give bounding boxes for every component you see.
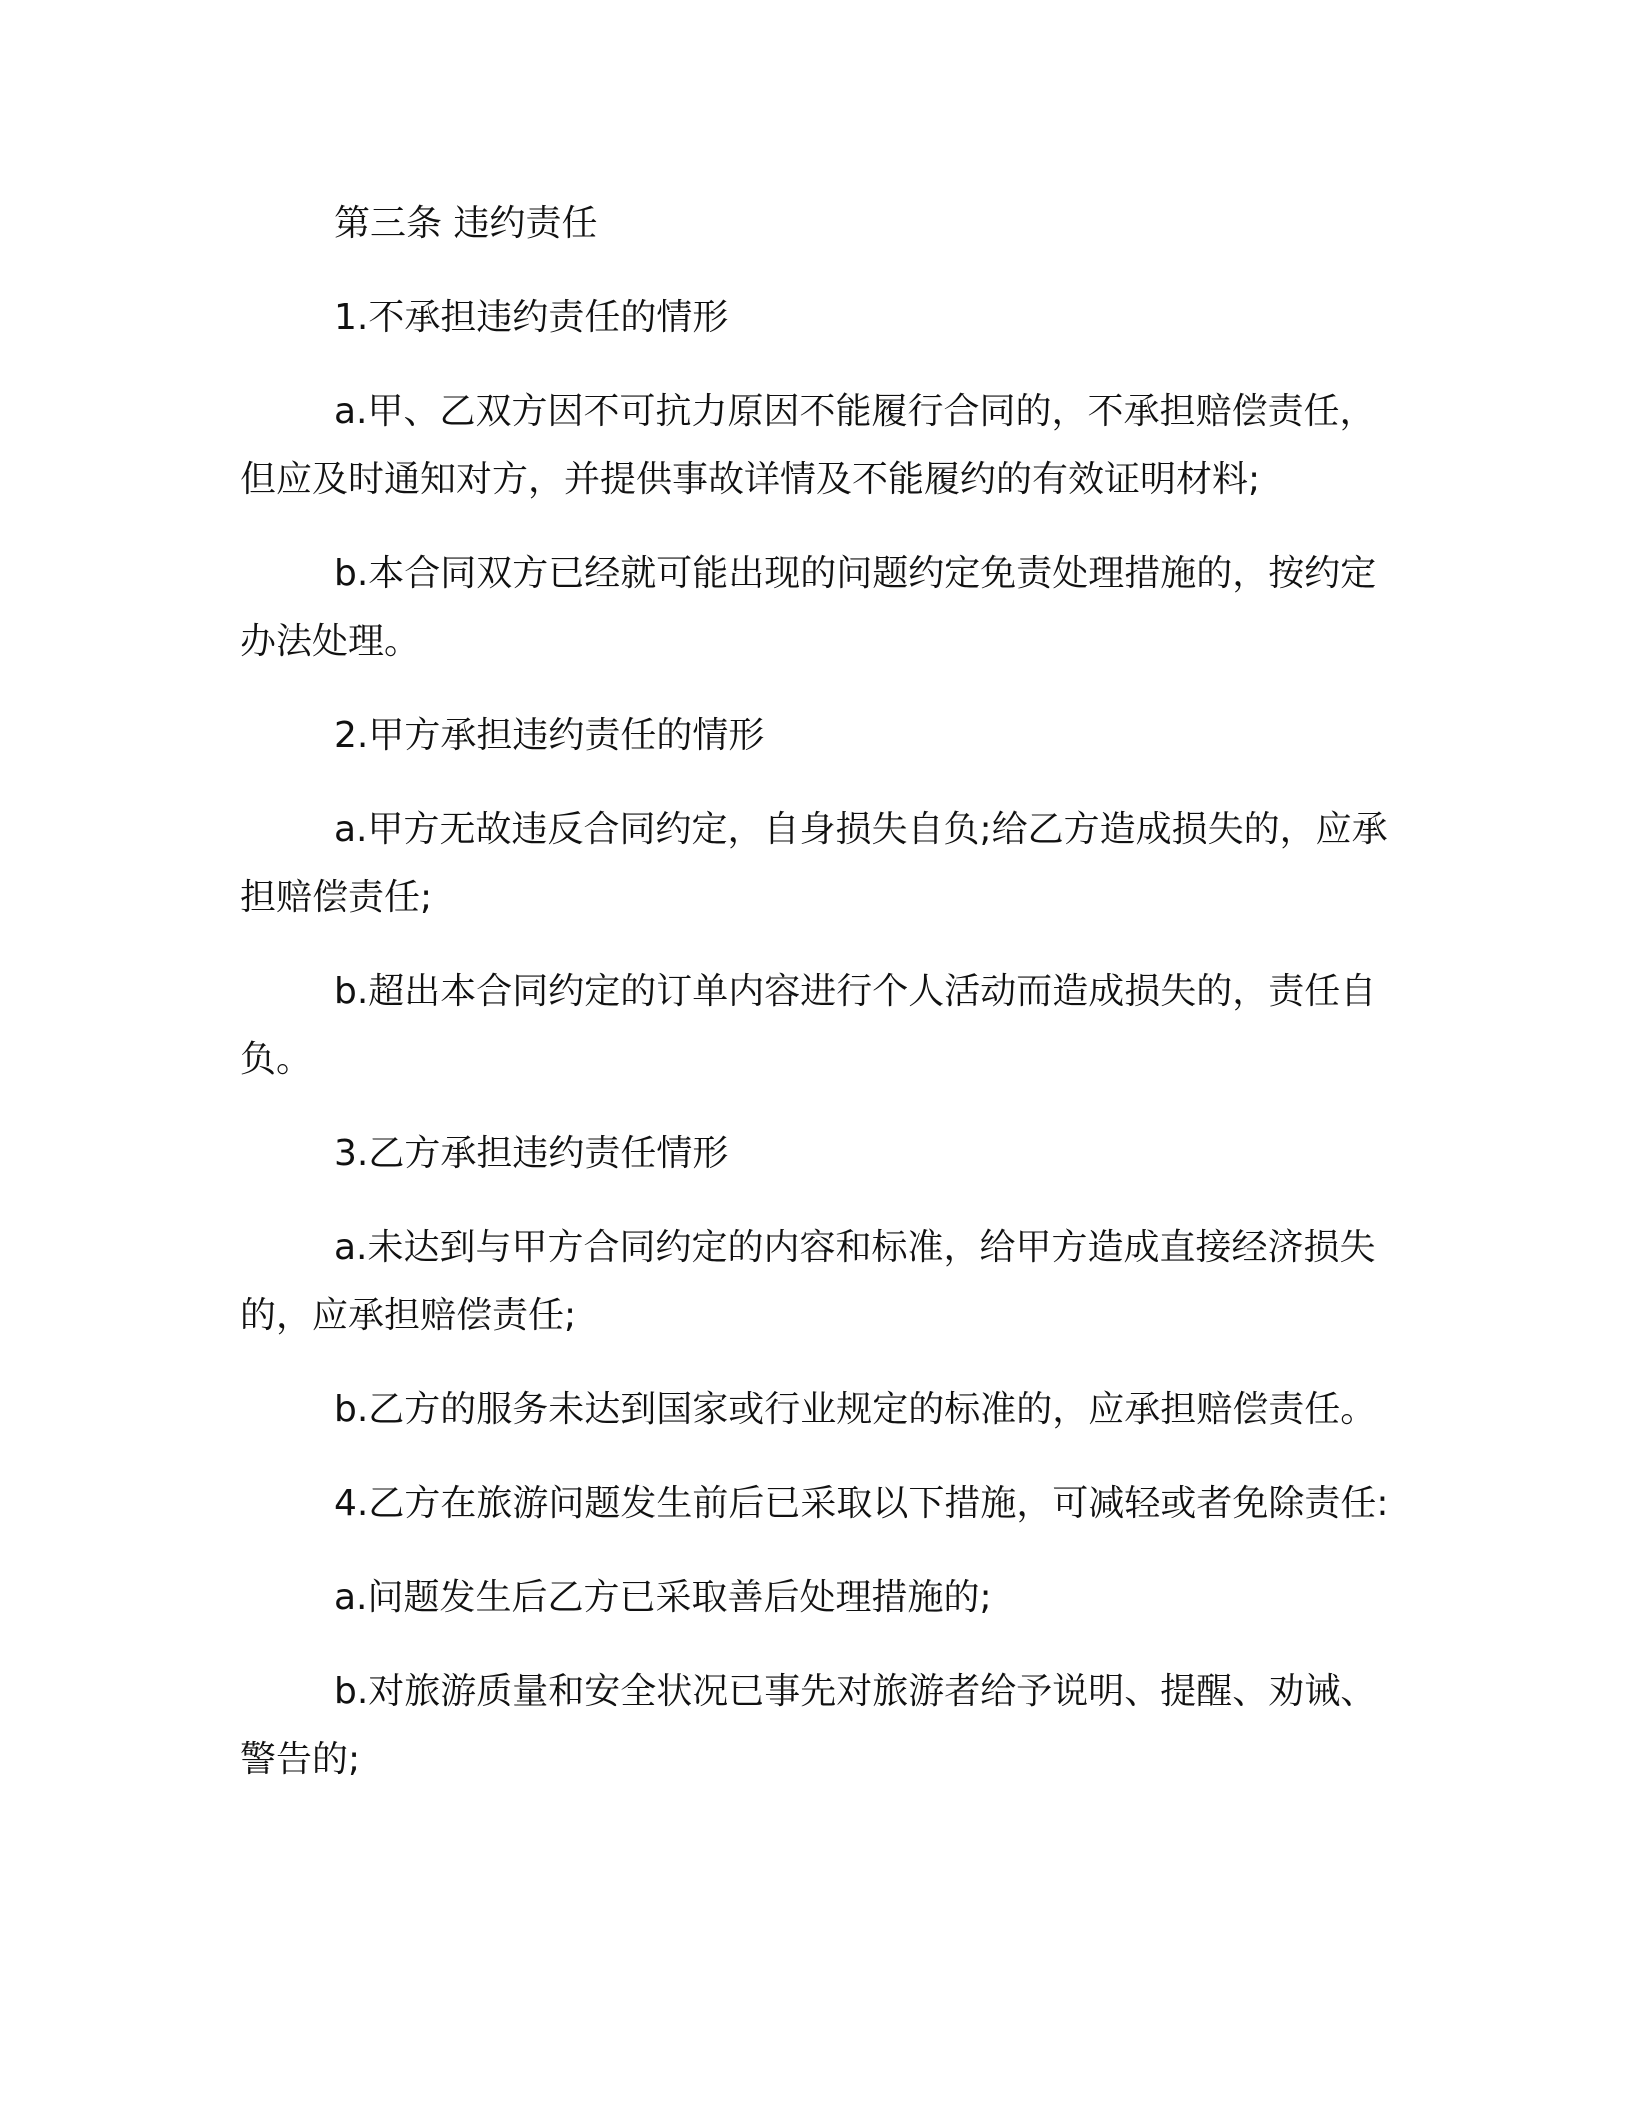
clause-1a: a.甲、乙双方因不可抗力原因不能履行合同的，不承担赔偿责任，但应及时通知对方，并提供事故详情及不能履约的有效证明材料; xyxy=(240,391,1376,500)
clause-4b: b.对旅游质量和安全状况已事先对旅游者给予说明、提醒、劝诫、警告的; xyxy=(240,1671,1377,1780)
document-body xyxy=(240,190,1400,1820)
clause-4a: a.问题发生后乙方已采取善后处理措施的; xyxy=(334,1577,992,1618)
clause-3a: a.未达到与甲方合同约定的内容和标准，给甲方造成直接经济损失的，应承担赔偿责任; xyxy=(240,1227,1376,1336)
clause-2a: a.甲方无故违反合同约定，自身损失自负;给乙方造成损失的，应承担赔偿责任; xyxy=(240,809,1388,918)
clause-3b: b.乙方的服务未达到国家或行业规定的标准的，应承担赔偿责任。 xyxy=(334,1389,1377,1430)
clause-2b: b.超出本合同约定的订单内容进行个人活动而造成损失的，责任自负。 xyxy=(240,971,1377,1080)
section-heading-4: 4.乙方在旅游问题发生前后已采取以下措施，可减轻或者免除责任: xyxy=(334,1483,1389,1524)
article-title: 第三条 违约责任 xyxy=(334,203,598,244)
section-heading-1: 1.不承担违约责任的情形 xyxy=(334,297,729,338)
section-heading-2: 2.甲方承担违约责任的情形 xyxy=(334,715,765,756)
section-heading-3: 3.乙方承担违约责任情形 xyxy=(334,1133,729,1174)
clause-1b: b.本合同双方已经就可能出现的问题约定免责处理措施的，按约定办法处理。 xyxy=(240,553,1377,662)
